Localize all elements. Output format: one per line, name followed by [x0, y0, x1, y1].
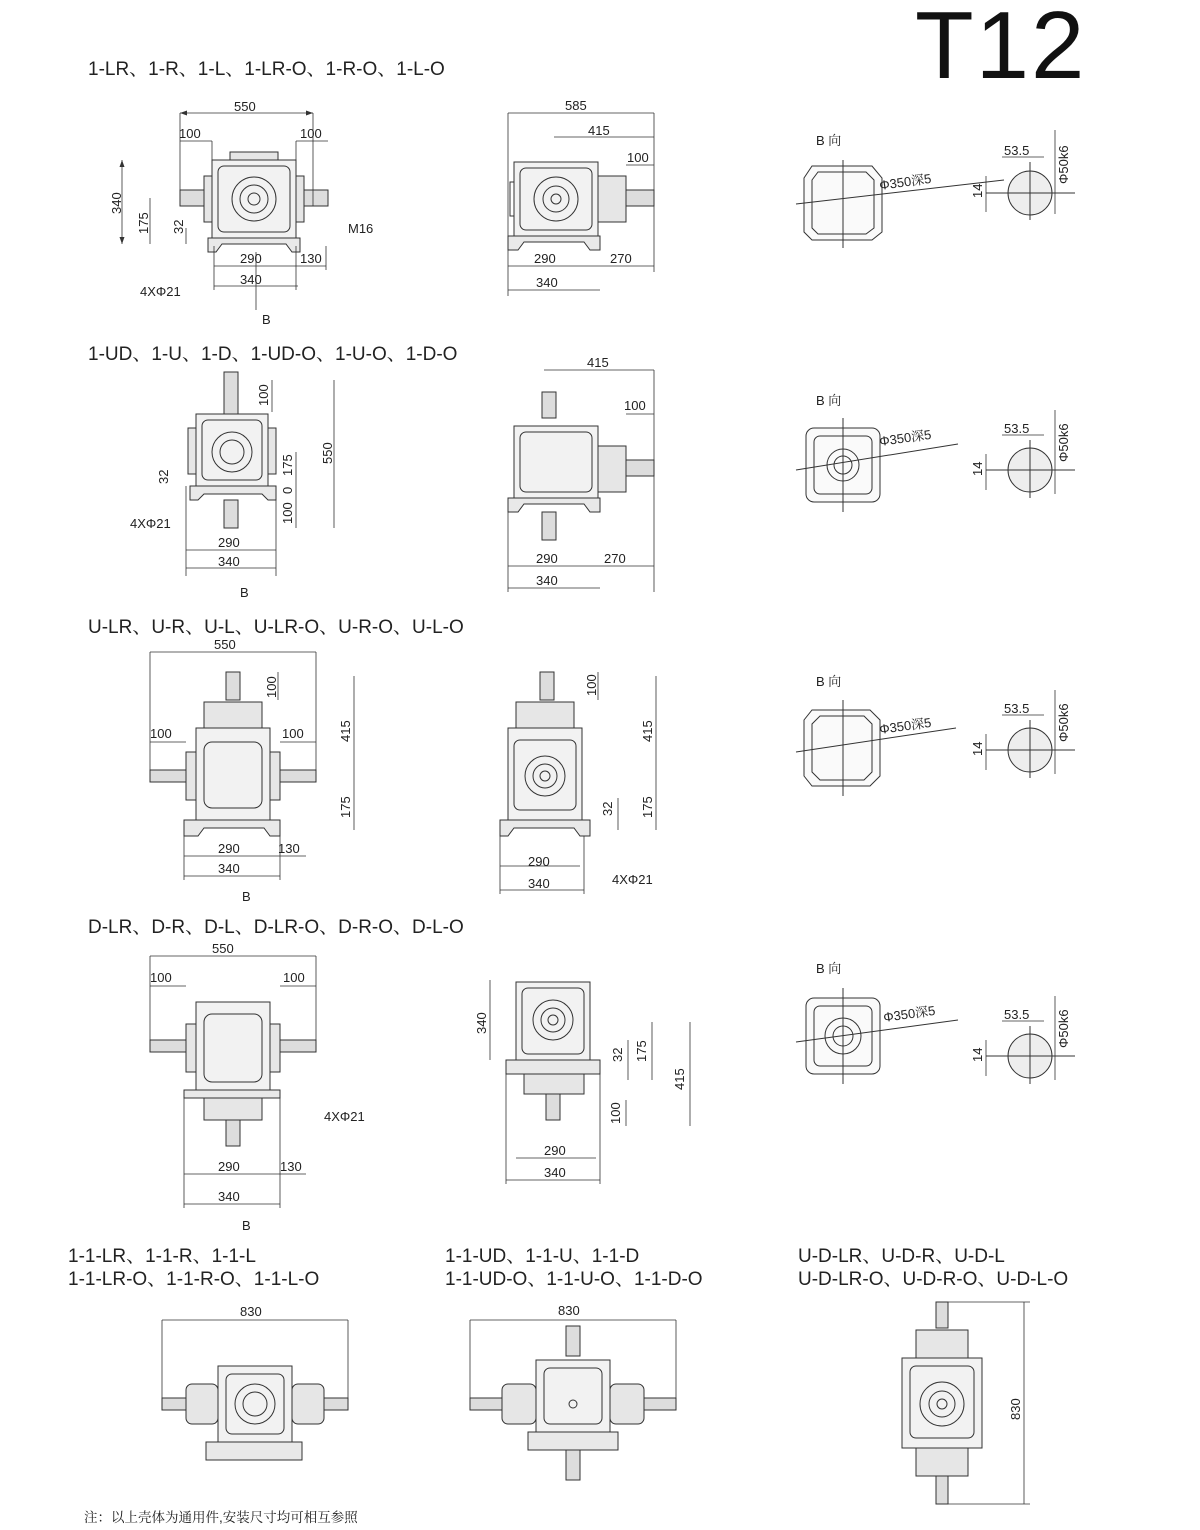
s3-key-h: 14 — [970, 741, 985, 756]
s1-side-shaft: 100 — [627, 150, 649, 165]
s2-front-base-inner: 290 — [218, 535, 240, 550]
footnote: 注：以上壳体为通用件,安装尺寸均可相互参照 — [84, 1510, 358, 1525]
s2-key-len: 53.5 — [1004, 421, 1030, 436]
s3-front-height: 415 — [338, 720, 353, 742]
group-2-line2: 1-1-UD-O、1-1-U-O、1-1-D-O — [445, 1269, 703, 1290]
s1-front-base-h: 32 — [171, 219, 186, 234]
s1-front-base-outer: 340 — [240, 272, 262, 287]
s4-front-width: 550 — [212, 941, 234, 956]
g1-dim: 830 — [240, 1304, 262, 1319]
s3-shaft-dia: Φ50k6 — [1056, 703, 1071, 742]
s2-side-base-offset: 270 — [604, 551, 626, 566]
s2-front-bottom: 100 — [280, 502, 295, 524]
section-4-header: D-LR、D-R、D-L、D-LR-O、D-R-O、D-L-O — [88, 917, 464, 938]
s4-key-h: 14 — [970, 1047, 985, 1062]
group-1-line2: 1-1-LR-O、1-1-R-O、1-1-L-O — [68, 1269, 320, 1290]
s3-side-shaft-h: 175 — [640, 796, 655, 818]
s4-key-len: 53.5 — [1004, 1007, 1030, 1022]
s1-side-base-inner: 290 — [534, 251, 556, 266]
s1-shaft-dia: Φ50k6 — [1056, 145, 1071, 184]
s3-side-base-outer: 340 — [528, 876, 550, 891]
s3-front-view: B — [242, 889, 251, 904]
g1-gearbox — [162, 1366, 348, 1460]
s4-front-right: 100 — [283, 970, 305, 985]
s4-front-left: 100 — [150, 970, 172, 985]
s4-side-bottom: 100 — [608, 1102, 623, 1124]
s2-front-base-outer: 340 — [218, 554, 240, 569]
s4-side-base-outer: 340 — [544, 1165, 566, 1180]
group-3-line2: U-D-LR-O、U-D-R-O、U-D-L-O — [798, 1269, 1069, 1290]
s2-view-label: B 向 — [816, 393, 842, 408]
s3-front-shaft-h: 175 — [338, 796, 353, 818]
section-1-header: 1-LR、1-R、1-L、1-LR-O、1-R-O、1-L-O — [88, 59, 445, 80]
s3-front-top: 100 — [264, 676, 279, 698]
s2-side-base-outer: 340 — [536, 573, 558, 588]
s1-side-base-outer: 340 — [536, 275, 558, 290]
s1-side-mid: 415 — [588, 123, 610, 138]
s4-side-base-h: 32 — [610, 1047, 625, 1062]
s3-side-gearbox — [500, 672, 590, 836]
s1-front-height: 340 — [109, 192, 124, 214]
g3-dim: 830 — [1008, 1398, 1023, 1420]
s1-flange: Φ350深5 — [878, 170, 933, 193]
s2-front-bolt: 4XΦ21 — [130, 516, 171, 531]
s4-front-gearbox — [150, 1002, 316, 1146]
s4-front-base-inner: 290 — [218, 1159, 240, 1174]
s2-front-top: 100 — [256, 384, 271, 406]
s1-key-h: 14 — [970, 183, 985, 198]
s1-front-shaft-h: 175 — [136, 212, 151, 234]
group-1-line1: 1-1-LR、1-1-R、1-1-L — [68, 1246, 256, 1267]
g2-gearbox — [470, 1326, 676, 1480]
s3-side-height: 415 — [640, 720, 655, 742]
s4-side-total: 415 — [672, 1068, 687, 1090]
s3-front-right: 100 — [282, 726, 304, 741]
s3-front-left: 100 — [150, 726, 172, 741]
s1-front-view: B — [262, 312, 271, 327]
group-2-line1: 1-1-UD、1-1-U、1-1-D — [445, 1246, 640, 1267]
s2-side-mid: 415 — [587, 355, 609, 370]
s1-side-base-offset: 270 — [610, 251, 632, 266]
s2-front-shaft-h: 175 — [280, 454, 295, 476]
s4-shaft-dia: Φ50k6 — [1056, 1009, 1071, 1048]
s1-side-gearbox — [508, 162, 654, 250]
s3-view-label: B 向 — [816, 674, 842, 689]
model-title: T12 — [915, 0, 1087, 99]
s3-b-view — [796, 700, 956, 796]
s1-front-gearbox — [180, 152, 328, 252]
section-2-header: 1-UD、1-U、1-D、1-UD-O、1-U-O、1-D-O — [88, 344, 458, 365]
s2-key-h: 14 — [970, 461, 985, 476]
s1-front-width: 550 — [234, 99, 256, 114]
s1-front-base-offset: 130 — [300, 251, 322, 266]
s3-flange: Φ350深5 — [878, 714, 933, 737]
s4-front-base-outer: 340 — [218, 1189, 240, 1204]
s4-side-shaft-h: 175 — [634, 1040, 649, 1062]
s1-b-view — [796, 160, 1004, 248]
s2-front-view: B — [240, 585, 249, 600]
g3-gearbox — [902, 1302, 982, 1504]
s2-flange: Φ350深5 — [878, 426, 933, 449]
s1-view-label: B 向 — [816, 133, 842, 148]
s2-front-shaft-h2: 0 — [280, 486, 295, 494]
s4-side-gearbox — [506, 982, 600, 1120]
s4-flange: Φ350深5 — [882, 1002, 937, 1025]
s3-front-base-inner: 290 — [218, 841, 240, 856]
section-3-header: U-LR、U-R、U-L、U-LR-O、U-R-O、U-L-O — [88, 617, 464, 638]
s2-shaft-dia: Φ50k6 — [1056, 423, 1071, 462]
s3-front-gearbox — [150, 672, 316, 836]
s4-side-height: 340 — [474, 1012, 489, 1034]
s2-side-shaft: 100 — [624, 398, 646, 413]
s3-side-bolt: 4XΦ21 — [612, 872, 653, 887]
s1-front-bolt: 4XΦ21 — [140, 284, 181, 299]
s1-front-left: 100 — [179, 126, 201, 141]
s1-front-right: 100 — [300, 126, 322, 141]
s3-front-width: 550 — [214, 637, 236, 652]
s1-side-width: 585 — [565, 98, 587, 113]
s3-front-base-outer: 340 — [218, 861, 240, 876]
s4-front-base-offset: 130 — [280, 1159, 302, 1174]
s1-front-base-inner: 290 — [240, 251, 262, 266]
s4-front-bolt: 4XΦ21 — [324, 1109, 365, 1124]
s3-side-base-inner: 290 — [528, 854, 550, 869]
s3-side-base-h: 32 — [600, 801, 615, 816]
s2-front-base-h: 32 — [156, 469, 171, 484]
s4-view-label: B 向 — [816, 961, 842, 976]
group-3-line1: U-D-LR、U-D-R、U-D-L — [798, 1246, 1005, 1267]
s1-front-thread: M16 — [348, 221, 374, 236]
s3-front-base-offset: 130 — [278, 841, 300, 856]
s2-b-view — [796, 418, 958, 512]
s1-key-len: 53.5 — [1004, 143, 1030, 158]
s4-side-base-inner: 290 — [544, 1143, 566, 1158]
s2-front-height: 550 — [320, 442, 335, 464]
s2-side-base-inner: 290 — [536, 551, 558, 566]
s3-key-len: 53.5 — [1004, 701, 1030, 716]
s4-front-view: B — [242, 1218, 251, 1233]
s3-side-top: 100 — [584, 674, 599, 696]
g2-dim: 830 — [558, 1303, 580, 1318]
